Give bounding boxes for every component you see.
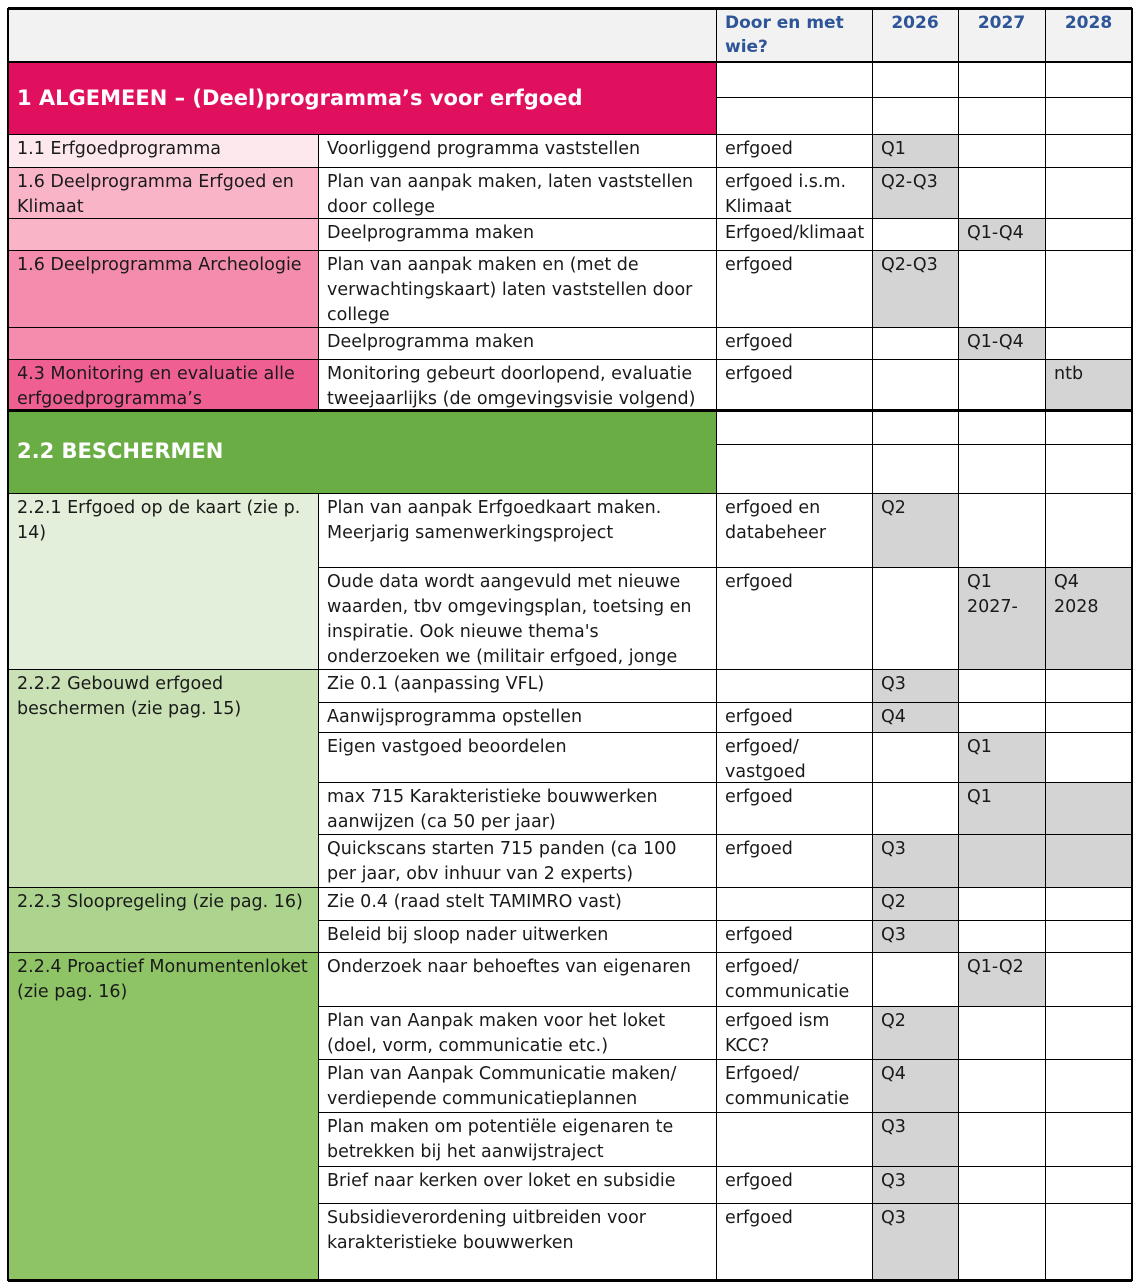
quarter-cell-2027: Q1-Q4 [958, 218, 1045, 250]
quarter-cell-2028 [1045, 1059, 1132, 1112]
grid-line [7, 8, 9, 1281]
quarter-cell-2026: Q2-Q3 [872, 250, 958, 327]
grid-line [318, 567, 1132, 568]
action-cell: Deelprogramma maken [327, 223, 535, 243]
quarter-cell-2026: Q4 [872, 702, 958, 732]
group-label [8, 952, 318, 1280]
grid-line [318, 1166, 1132, 1167]
header-who: Door en met wie? [716, 8, 872, 62]
grid-line [318, 1059, 1132, 1060]
quarter-cell-2027 [958, 669, 1045, 702]
group-label [8, 887, 318, 952]
quarter-cell-2026 [872, 567, 958, 669]
quarter-cell-2027 [958, 1166, 1045, 1203]
grid-line [318, 134, 319, 410]
group-label: 4.3 Monitoring en evaluatie alle erfgoedprogramma’s [8, 359, 318, 410]
group-label [8, 493, 318, 669]
action-cell: Plan van Aanpak Communicatie maken/ verdiepende communicatieplannen [327, 1064, 677, 1109]
quarter-cell-2027 [958, 134, 1045, 167]
who-cell: erfgoed [725, 787, 793, 807]
quarter-cell-2026 [872, 218, 958, 250]
quarter-cell-2026 [872, 732, 958, 782]
quarter-cell-2027: Q1 [958, 782, 1045, 834]
who-cell: Erfgoed/klimaat [725, 223, 865, 243]
quarter-cell-2026 [872, 327, 958, 359]
quarter-cell-2027 [958, 887, 1045, 920]
action-cell: Aanwijsprogramma opstellen [327, 707, 583, 727]
quarter-cell-2026: Q1 [872, 134, 958, 167]
grid-line [716, 410, 717, 493]
who-cell: erfgoed/ communicatie [725, 957, 850, 1002]
section-1-title-text: 1 ALGEMEEN – (Deel)programma’s voor erfgoed [17, 85, 583, 110]
quarter-cell-2027 [958, 250, 1045, 327]
quarter-cell-2026: Q3 [872, 669, 958, 702]
who-cell: erfgoed [725, 255, 793, 275]
quarter-cell-2026: Q2 [872, 887, 958, 920]
header-blank [8, 8, 716, 62]
quarter-cell-2026: Q3 [872, 920, 958, 952]
group-label-text: 2.2.2 Gebouwd erfgoed beschermen (zie pag. 15) [17, 674, 242, 719]
grid-line [716, 62, 717, 134]
quarter-cell-2028 [1045, 1006, 1132, 1059]
grid-line [872, 493, 873, 1280]
action-cell: Brief naar kerken over loket en subsidie [327, 1171, 676, 1191]
quarter-cell-2028 [1045, 669, 1132, 702]
quarter-cell-2026: Q3 [872, 1203, 958, 1280]
quarter-cell-2028: ntb [1045, 359, 1132, 410]
quarter-cell-2027: Q1 [958, 732, 1045, 782]
group-label [8, 669, 318, 887]
grid-line [8, 167, 1132, 168]
quarter-cell-2026: Q3 [872, 1166, 958, 1203]
quarter-cell-2028 [1045, 782, 1132, 834]
grid-line [872, 62, 873, 134]
quarter-cell-2028 [1045, 167, 1132, 218]
section-2-title-text: 2.2 BESCHERMEN [17, 439, 224, 463]
grid-line [1045, 410, 1046, 493]
group-label [8, 218, 318, 250]
who-cell: erfgoed en databeheer [725, 498, 827, 543]
grid-line [716, 8, 717, 62]
action-cell: Eigen vastgoed beoordelen [327, 737, 567, 757]
quarter-cell-2028: Q4 2028 [1045, 567, 1132, 669]
grid-line [8, 669, 1132, 670]
quarter-cell-2028 [1045, 1112, 1132, 1166]
quarter-cell-2027 [958, 920, 1045, 952]
grid-line [1045, 134, 1046, 410]
grid-line [716, 134, 717, 410]
grid-line [8, 7, 1132, 10]
who-cell: erfgoed ism KCC? [725, 1011, 830, 1056]
who-cell: erfgoed [725, 925, 793, 945]
action-cell: Plan van aanpak maken, laten vaststellen door college [327, 172, 694, 217]
grid-line [8, 887, 1132, 888]
grid-line [318, 1112, 1132, 1113]
action-cell: max 715 Karakteristieke bouwwerken aanwijzen (ca 50 per jaar) [327, 787, 658, 832]
quarter-cell-2027 [958, 702, 1045, 732]
quarter-cell-2028 [1045, 218, 1132, 250]
header-2028: 2028 [1045, 8, 1132, 62]
action-cell: Oude data wordt aangevuld met nieuwe waarden, tbv omgevingsplan, toetsing en inspiratie. Ook nieuwe thema's onderzoeken we (militair erfgoed, jonge [327, 572, 692, 667]
group-label [8, 327, 318, 359]
who-cell: erfgoed [725, 839, 793, 859]
header-2027: 2027 [958, 8, 1045, 62]
who-cell: erfgoed i.s.m. Klimaat [725, 172, 847, 217]
grid-line [1045, 8, 1046, 62]
quarter-cell-2028 [1045, 493, 1132, 567]
action-cell: Quickscans starten 715 panden (ca 100 per jaar, obv inhuur van 2 experts) [327, 839, 677, 884]
quarter-cell-2028 [1045, 952, 1132, 1006]
quarter-cell-2027: Q1-Q4 [958, 327, 1045, 359]
action-cell: Plan van Aanpak maken voor het loket (doel, vorm, communicatie etc.) [327, 1011, 666, 1056]
quarter-cell-2026: Q3 [872, 834, 958, 887]
quarter-cell-2027: Q1-Q2 [958, 952, 1045, 1006]
who-cell: erfgoed [725, 139, 793, 159]
action-cell: Beleid bij sloop nader uitwerken [327, 925, 609, 945]
quarter-cell-2027 [958, 493, 1045, 567]
action-cell: Monitoring gebeurt doorlopend, evaluatie tweejaarlijks (de omgevingsvisie volgend) [327, 364, 696, 409]
grid-line [1131, 8, 1133, 1281]
grid-line [318, 732, 1132, 733]
who-cell: erfgoed [725, 332, 793, 352]
action-cell: Voorliggend programma vaststellen [327, 139, 641, 159]
action-cell: Deelprogramma maken [327, 332, 535, 352]
grid-line [958, 134, 959, 410]
grid-line [8, 952, 1132, 953]
who-cell: erfgoed [725, 707, 793, 727]
who-cell: erfgoed/ vastgoed [725, 737, 806, 782]
quarter-cell-2026: Q2-Q3 [872, 167, 958, 218]
quarter-cell-2026 [872, 359, 958, 410]
grid-line [8, 1279, 1132, 1282]
action-cell: Plan maken om potentiële eigenaren te betrekken bij het aanwijstraject [327, 1117, 674, 1162]
who-cell [716, 887, 872, 920]
who-cell: erfgoed [725, 1171, 793, 1191]
grid-line [1045, 62, 1046, 134]
group-label-text: 2.2.3 Sloopregeling (zie pag. 16) [17, 892, 303, 912]
grid-line [8, 359, 1132, 360]
quarter-cell-2027 [958, 1112, 1045, 1166]
group-label-text: 2.2.4 Proactief Monumentenloket (zie pag. 16) [17, 957, 308, 1002]
grid-line [8, 250, 1132, 251]
quarter-cell-2028 [1045, 1203, 1132, 1280]
quarter-cell-2028 [1045, 920, 1132, 952]
quarter-cell-2027 [958, 1006, 1045, 1059]
grid-line [958, 8, 959, 62]
grid-line [318, 1006, 1132, 1007]
quarter-cell-2026: Q3 [872, 1112, 958, 1166]
who-cell: erfgoed [725, 1208, 793, 1228]
who-cell: erfgoed [725, 364, 793, 384]
action-cell: Plan van aanpak maken en (met de verwachtingskaart) laten vaststellen door college [327, 255, 693, 325]
grid-line [872, 134, 873, 410]
action-cell: Zie 0.1 (aanpassing VFL) [327, 674, 545, 694]
quarter-cell-2026 [872, 952, 958, 1006]
section-1-title [8, 62, 716, 134]
quarter-cell-2027 [958, 359, 1045, 410]
quarter-cell-2027: Q1 2027- [958, 567, 1045, 669]
quarter-cell-2028 [1045, 702, 1132, 732]
quarter-cell-2027 [958, 1203, 1045, 1280]
quarter-cell-2028 [1045, 732, 1132, 782]
group-label: 1.6 Deelprogramma Erfgoed en Klimaat [8, 167, 318, 218]
quarter-cell-2027 [958, 167, 1045, 218]
section-2-title [8, 410, 716, 493]
quarter-cell-2028 [1045, 250, 1132, 327]
group-label: 1.1 Erfgoedprogramma [8, 134, 318, 167]
quarter-cell-2026: Q4 [872, 1059, 958, 1112]
group-label [8, 250, 318, 327]
grid-line [716, 97, 1132, 98]
grid-line [8, 409, 1132, 412]
grid-line [8, 493, 1132, 494]
quarter-cell-2028 [1045, 834, 1132, 887]
grid-line [318, 702, 1132, 703]
who-cell [716, 1112, 872, 1166]
grid-line [958, 410, 959, 493]
grid-line [318, 920, 1132, 921]
action-cell: Onderzoek naar behoeftes van eigenaren [327, 957, 691, 977]
action-cell: Plan van aanpak Erfgoedkaart maken. Meerjarig samenwerkingsproject [327, 498, 662, 543]
action-cell: Zie 0.4 (raad stelt TAMIMRO vast) [327, 892, 622, 912]
grid-line [958, 493, 959, 1280]
grid-line [716, 444, 1132, 445]
grid-line [318, 782, 1132, 783]
quarter-cell-2027 [958, 1059, 1045, 1112]
group-label-text: 2.2.1 Erfgoed op de kaart (zie p. 14) [17, 498, 301, 543]
grid-line [8, 218, 1132, 219]
quarter-cell-2026: Q2 [872, 493, 958, 567]
grid-line [958, 62, 959, 134]
grid-line [872, 410, 873, 493]
grid-line [318, 1203, 1132, 1204]
grid-line [8, 61, 1132, 63]
grid-line [318, 493, 319, 1280]
action-cell: Subsidieverordening uitbreiden voor karakteristieke bouwwerken [327, 1208, 646, 1253]
quarter-cell-2026: Q2 [872, 1006, 958, 1059]
grid-line [318, 834, 1132, 835]
quarter-cell-2028 [1045, 887, 1132, 920]
quarter-cell-2028 [1045, 1166, 1132, 1203]
who-cell [716, 669, 872, 702]
header-2026: 2026 [872, 8, 958, 62]
quarter-cell-2028 [1045, 327, 1132, 359]
grid-line [716, 493, 717, 1280]
group-label-text: 1.6 Deelprogramma Archeologie [17, 255, 302, 275]
grid-line [8, 134, 1132, 135]
who-cell: erfgoed [725, 572, 793, 592]
grid-line [872, 8, 873, 62]
who-cell: Erfgoed/ communicatie [725, 1064, 850, 1109]
quarter-cell-2026 [872, 782, 958, 834]
grid-line [1045, 493, 1046, 1280]
quarter-cell-2028 [1045, 134, 1132, 167]
grid-line [8, 327, 1132, 328]
quarter-cell-2027 [958, 834, 1045, 887]
